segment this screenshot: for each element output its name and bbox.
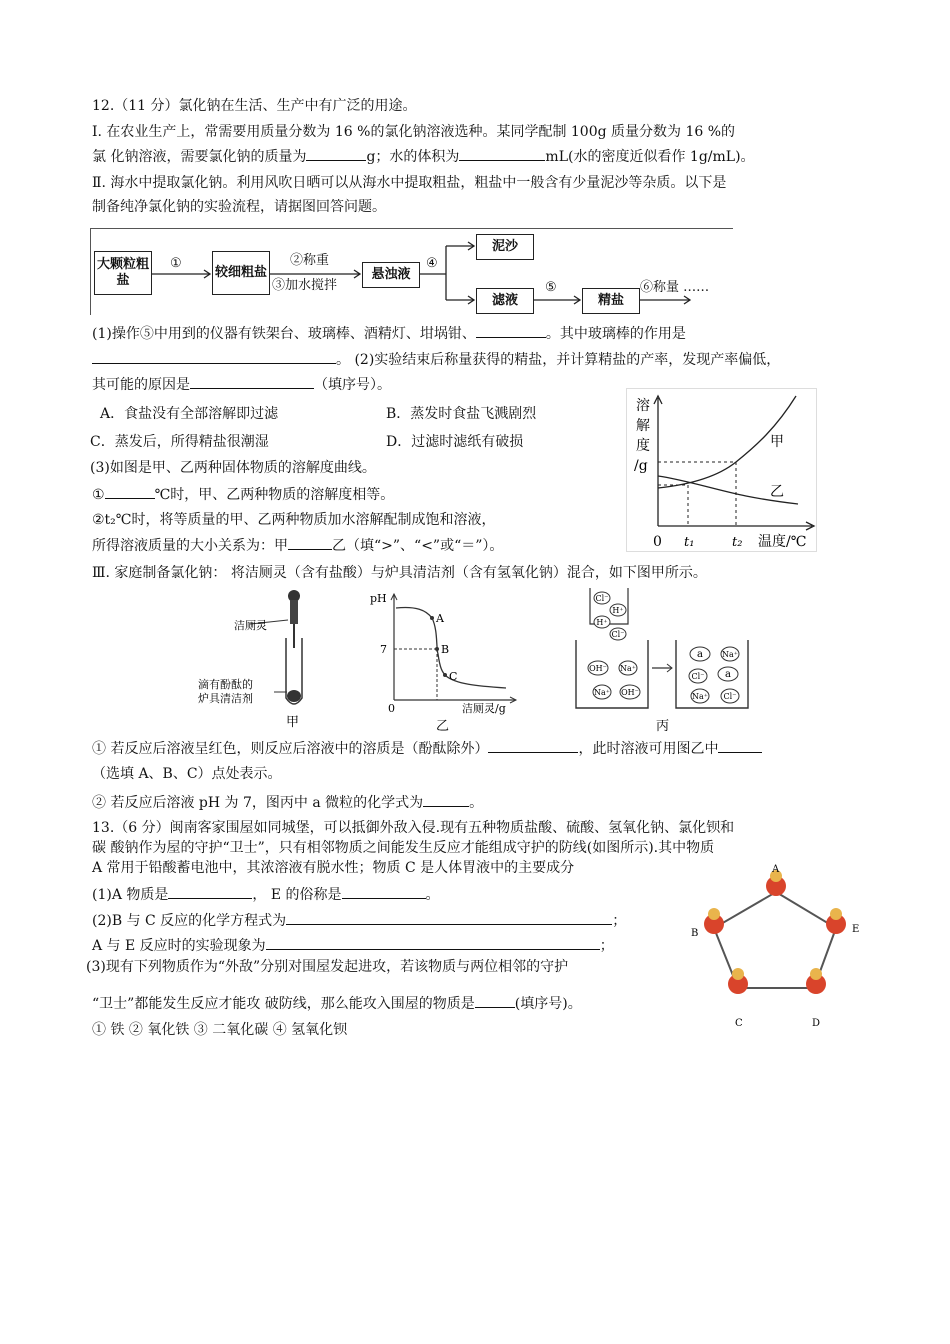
- ylabel-1: 溶: [636, 398, 650, 414]
- ion: OH⁻: [589, 664, 607, 673]
- text: ， E 的俗称是: [252, 887, 342, 903]
- text: “卫士”都能发生反应才能攻 破防线，那么能攻入围屋的物质是: [92, 996, 475, 1012]
- text: ℃时，甲、乙两种物质的溶解度相等。: [154, 487, 395, 503]
- ylabel-4: /g: [634, 458, 648, 474]
- answer-blank-temperature[interactable]: [105, 484, 155, 499]
- figure-bing: [568, 588, 768, 736]
- text: ；: [599, 938, 614, 954]
- option-c: C．蒸发后，所得精盐很潮湿: [90, 434, 269, 450]
- answer-blank-nacl-mass[interactable]: [306, 146, 366, 161]
- answer-blank-particle-a[interactable]: [423, 792, 469, 807]
- ion: OH⁻: [621, 688, 639, 697]
- curve-a-label: 甲: [770, 434, 784, 450]
- flow-box-coarse-salt: 大颗粒粗盐: [94, 251, 152, 295]
- tube-label-1: 滴有酚酞的: [198, 678, 253, 691]
- ph-zero-label: 0: [388, 702, 395, 715]
- flow-box-fine-salt: 较细粗盐: [212, 251, 270, 295]
- flow-step-6: [640, 278, 709, 298]
- answer-blank-reason[interactable]: [190, 374, 314, 389]
- flow-step-2: ②称重: [290, 253, 330, 268]
- text: ；: [612, 913, 627, 929]
- text: ⑥称量: [640, 280, 680, 295]
- ion: a: [725, 669, 731, 680]
- text: g；水的体积为: [366, 149, 460, 165]
- ion: Cl⁻: [691, 672, 705, 681]
- text: ② 若反应后溶液 pH 为 7，图丙中 a 微粒的化学式为: [92, 795, 424, 811]
- text: 。: [469, 795, 484, 811]
- point-b-label: B: [441, 643, 450, 656]
- origin-label: 0: [653, 534, 662, 550]
- answer-blank-attacker[interactable]: [475, 993, 515, 1008]
- q13-sub1: [92, 884, 440, 905]
- answer-blank-instrument[interactable]: [476, 323, 546, 338]
- tube-label-2: 炉具清洁剂: [198, 692, 253, 705]
- answer-blank-a-substance[interactable]: [168, 884, 252, 899]
- text: ……: [683, 280, 710, 295]
- q13-line1: 13.（6 分）闽南客家围屋如同城堡，可以抵御外敌入侵.现有五种物质盐酸、硫酸、氢氧化钠、氯化钡和: [92, 820, 735, 836]
- flow-box-refined-salt: 精盐: [582, 288, 640, 314]
- q12-part3: Ⅲ. 家庭制备氯化钠： 将洁厕灵（含有盐酸）与炉具清洁剂（含有氢氧化钠）混合，如下图甲所示。: [92, 565, 707, 581]
- ylabel-3: 度: [636, 438, 650, 454]
- ph-x-label: 洁厕灵/g: [462, 702, 506, 715]
- ion: H⁺: [596, 618, 608, 627]
- answer-blank-phenomenon[interactable]: [266, 935, 600, 950]
- figure-jia: [190, 588, 340, 730]
- q12-part2-line2: 制备纯净氯化钠的实验流程，请据图回答问题。: [92, 199, 386, 215]
- text: 其可能的原因是: [92, 377, 190, 393]
- figure-yi-caption: 乙: [436, 719, 450, 734]
- pentagon-figure: [688, 862, 868, 1034]
- q12-part1-line1: Ⅰ. 在农业生产上，常需要用质量分数为 16 %的氯化钠溶液选种。某同学配制 100g 质量分数为 16 %的: [92, 124, 736, 140]
- answer-blank-point[interactable]: [718, 738, 762, 753]
- flow-box-filtrate: 滤液: [476, 288, 534, 314]
- t1-label: t₁: [684, 535, 695, 550]
- text: 乙（填“>”、“<”或“＝”）。: [332, 538, 504, 554]
- q12-part2-line1: Ⅱ. 海水中提取氯化钠。利用风吹日晒可以从海水中提取粗盐，粗盐中一般含有少量泥沙等杂质。以下是: [92, 175, 727, 191]
- q12-sub1-line1: [92, 323, 686, 344]
- ion: H⁺: [612, 606, 624, 615]
- node-a-label: A: [772, 864, 780, 875]
- figure-bing-caption: 丙: [656, 719, 670, 734]
- flow-step-5: ⑤: [545, 280, 557, 295]
- option-b: B．蒸发时食盐飞溅剧烈: [386, 406, 537, 422]
- flow-box-suspension: 悬浊液: [362, 262, 420, 288]
- q12-sub3-2: ②t₂℃时，将等质量的甲、乙两种物质加水溶解配制成饱和溶液，: [92, 512, 496, 528]
- ion: a: [697, 649, 703, 660]
- solubility-chart: [626, 388, 822, 554]
- q13-line3: A 常用于铅酸蓄电池中，其浓溶液有脱水性；物质 C 是人体胃液中的主要成分: [92, 860, 575, 876]
- text: (填序号)。: [514, 996, 582, 1012]
- node-e-label: E: [852, 924, 860, 935]
- q12-sub3-1: [92, 484, 394, 505]
- answer-blank-water-volume[interactable]: [459, 146, 545, 161]
- q13-options: ① 铁 ② 氧化铁 ③ 二氧化碳 ④ 氢氧化钡: [92, 1022, 348, 1038]
- q12-title: 12.（11 分）氯化钠在生活、生产中有广泛的用途。: [92, 98, 417, 114]
- q13-line2: 碳 酸钠作为屋的守护“卫士”，只有相邻物质之间能发生反应才能组成守护的防线(如图所示).其中物质: [92, 840, 715, 856]
- ion: Cl⁻: [723, 692, 737, 701]
- q12-part3-q1-cont: （选填 A、B、C）点处表示。: [92, 766, 282, 782]
- q12-sub3: (3)如图是甲、乙两种固体物质的溶解度曲线。: [90, 460, 376, 476]
- flow-step-3: ③加水搅拌: [272, 278, 338, 293]
- text: 氯 化钠溶液，需要氯化钠的质量为: [92, 149, 307, 165]
- ion: Na⁺: [620, 664, 636, 673]
- answer-blank-solute[interactable]: [488, 738, 578, 753]
- text: (2)B 与 C 反应的化学方程式为: [92, 913, 287, 929]
- q12-sub1-line2: [92, 349, 780, 370]
- option-a: A．食盐没有全部溶解即过滤: [100, 406, 279, 422]
- t2-label: t₂: [732, 535, 743, 550]
- ph-seven-label: 7: [380, 643, 387, 656]
- q12-sub2-line3: [92, 374, 391, 395]
- q13-sub2: [92, 910, 626, 931]
- ion: Na⁺: [722, 650, 738, 659]
- flow-box-sand: 泥沙: [476, 234, 534, 260]
- ion: Cl⁻: [595, 594, 609, 603]
- ion: Cl⁻: [611, 630, 625, 639]
- text: ①: [92, 487, 105, 503]
- q13-sub3b: [92, 993, 582, 1014]
- text: (1)操作⑤中用到的仪器有铁架台、玻璃棒、酒精灯、坩埚钳、: [92, 326, 476, 342]
- ion: Na⁺: [594, 688, 610, 697]
- q12-part3-q1: [92, 738, 762, 759]
- x-axis-label: 温度/℃: [758, 534, 807, 550]
- figure-jia-caption: 甲: [286, 715, 300, 730]
- q12-part3-q2: [92, 792, 483, 813]
- text: 所得溶液质量的大小关系为：甲: [92, 538, 288, 554]
- flow-step-1: ①: [170, 256, 182, 271]
- text: ① 若反应后溶液呈红色，则反应后溶液中的溶质是（酚酞除外）: [92, 741, 489, 757]
- text: (1)A 物质是: [92, 887, 169, 903]
- text: 。其中玻璃棒的作用是: [545, 326, 686, 342]
- ylabel-2: 解: [636, 418, 650, 434]
- answer-blank-compare[interactable]: [288, 535, 332, 550]
- text: 。 (2)实验结束后称量获得的精盐，并计算精盐的产率，发现产率偏低，: [336, 352, 781, 368]
- q13-sub3: (3)现有下列物质作为“外敌”分别对围屋发起进攻，若该物质与两位相邻的守护: [86, 959, 569, 975]
- curve-b-label: 乙: [770, 484, 784, 500]
- answer-blank-e-name[interactable]: [342, 884, 426, 899]
- text: mL(水的密度近似看作 1g/mL)。: [545, 149, 755, 165]
- ion: Na⁺: [692, 692, 708, 701]
- node-b-label: B: [691, 928, 699, 939]
- q12-sub3-3: [92, 535, 503, 556]
- answer-blank-rod-role[interactable]: [92, 349, 336, 364]
- dropper-label: 洁厕灵: [234, 619, 267, 632]
- answer-blank-equation[interactable]: [286, 910, 612, 925]
- point-c-label: C: [449, 670, 458, 683]
- text: ，此时溶液可用图乙中: [578, 741, 719, 757]
- ph-axis-label: pH: [370, 592, 387, 605]
- figure-yi-ph-chart: [366, 588, 526, 738]
- flow-step-4: ④: [426, 256, 438, 271]
- text: A 与 E 反应时的实验现象为: [92, 938, 266, 954]
- node-d-label: D: [812, 1018, 821, 1029]
- q12-part1-line2: [92, 146, 755, 167]
- point-a-label: A: [436, 612, 444, 625]
- q13-sub2b: [92, 935, 614, 956]
- node-c-label: C: [735, 1018, 743, 1029]
- text: 。: [425, 887, 440, 903]
- text: （填序号）。: [314, 377, 391, 393]
- option-d: D．过滤时滤纸有破损: [386, 434, 524, 450]
